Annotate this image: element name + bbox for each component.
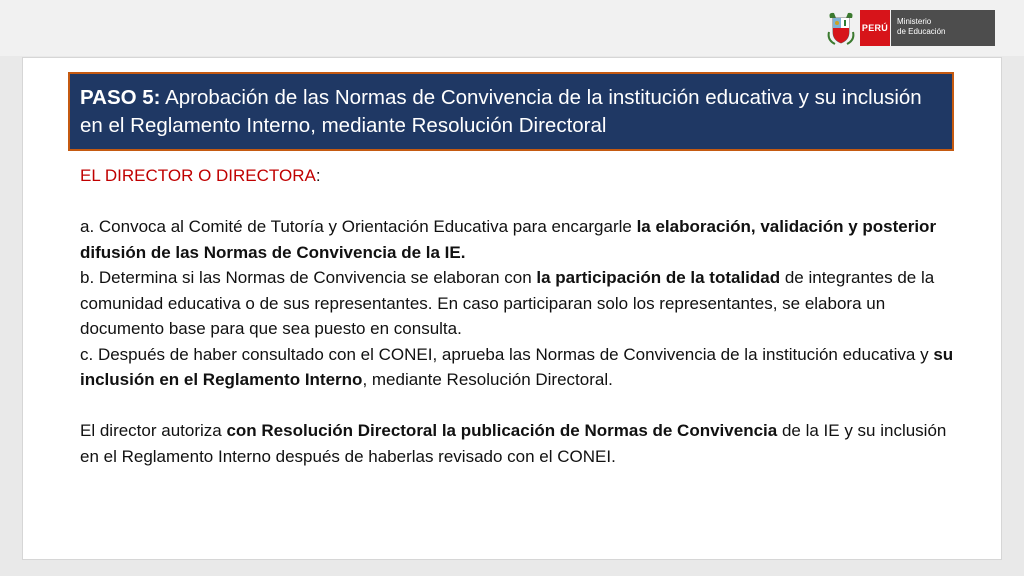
item-a-bold: la elaboración, validación y posterior difusión de las Normas de Convivencia de la IE. (80, 217, 937, 262)
director-colon: : (315, 166, 321, 185)
country-label: PERÚ (860, 10, 890, 46)
item-c-text-2: , mediante Resolución Directoral. (362, 370, 613, 389)
spacer (80, 189, 960, 215)
step-label: PASO 5: (80, 86, 161, 109)
item-b (80, 265, 960, 342)
item-a (80, 214, 960, 265)
ministry-logo (826, 10, 995, 46)
top-bar (0, 0, 1024, 56)
item-c (80, 342, 960, 393)
ministry-line-1: Ministerio (897, 17, 932, 26)
closing-paragraph (80, 418, 960, 469)
ministry-label (891, 10, 995, 46)
item-c-bold: su inclusión en el Reglamento Interno (80, 344, 954, 389)
item-b-bold: la participación de la totalidad (536, 268, 781, 287)
spacer (80, 393, 960, 419)
item-c-text-1: c. Después de haber consultado con el CONEI, aprueba las Normas de Convivencia de la institución educativa y (80, 344, 934, 364)
director-heading (80, 163, 960, 189)
item-b-text-1: b. Determina si las Normas de Convivencia se elaboran con (80, 268, 537, 287)
step-header (68, 72, 954, 151)
closing-bold: con Resolución Directoral la publicación de Normas de Convivencia (226, 421, 778, 440)
coat-of-arms-icon (826, 10, 856, 46)
closing-text-1: El director autoriza (80, 421, 227, 440)
step-title: Aprobación de las Normas de Convivencia de la institución educativa y su inclusión en el Reglamento Interno, mediante Resolución Directoral (80, 86, 922, 137)
item-b-text-2: de integrantes de la comunidad educativa o de sus representantes. En caso participaran solo los representantes, se elabora un documento base para que sea puesto en consulta. (80, 268, 935, 338)
director-label: EL DIRECTOR O DIRECTORA (80, 166, 316, 185)
item-a-text: a. Convoca al Comité de Tutoría y Orientación Educativa para encargarle (80, 217, 637, 236)
closing-text-2: de la IE y su inclusión en el Reglamento Interno después de haberlas revisado con el CONEI. (80, 421, 947, 466)
ministry-line-2: de Educación (897, 27, 946, 36)
slide-content (80, 163, 960, 469)
